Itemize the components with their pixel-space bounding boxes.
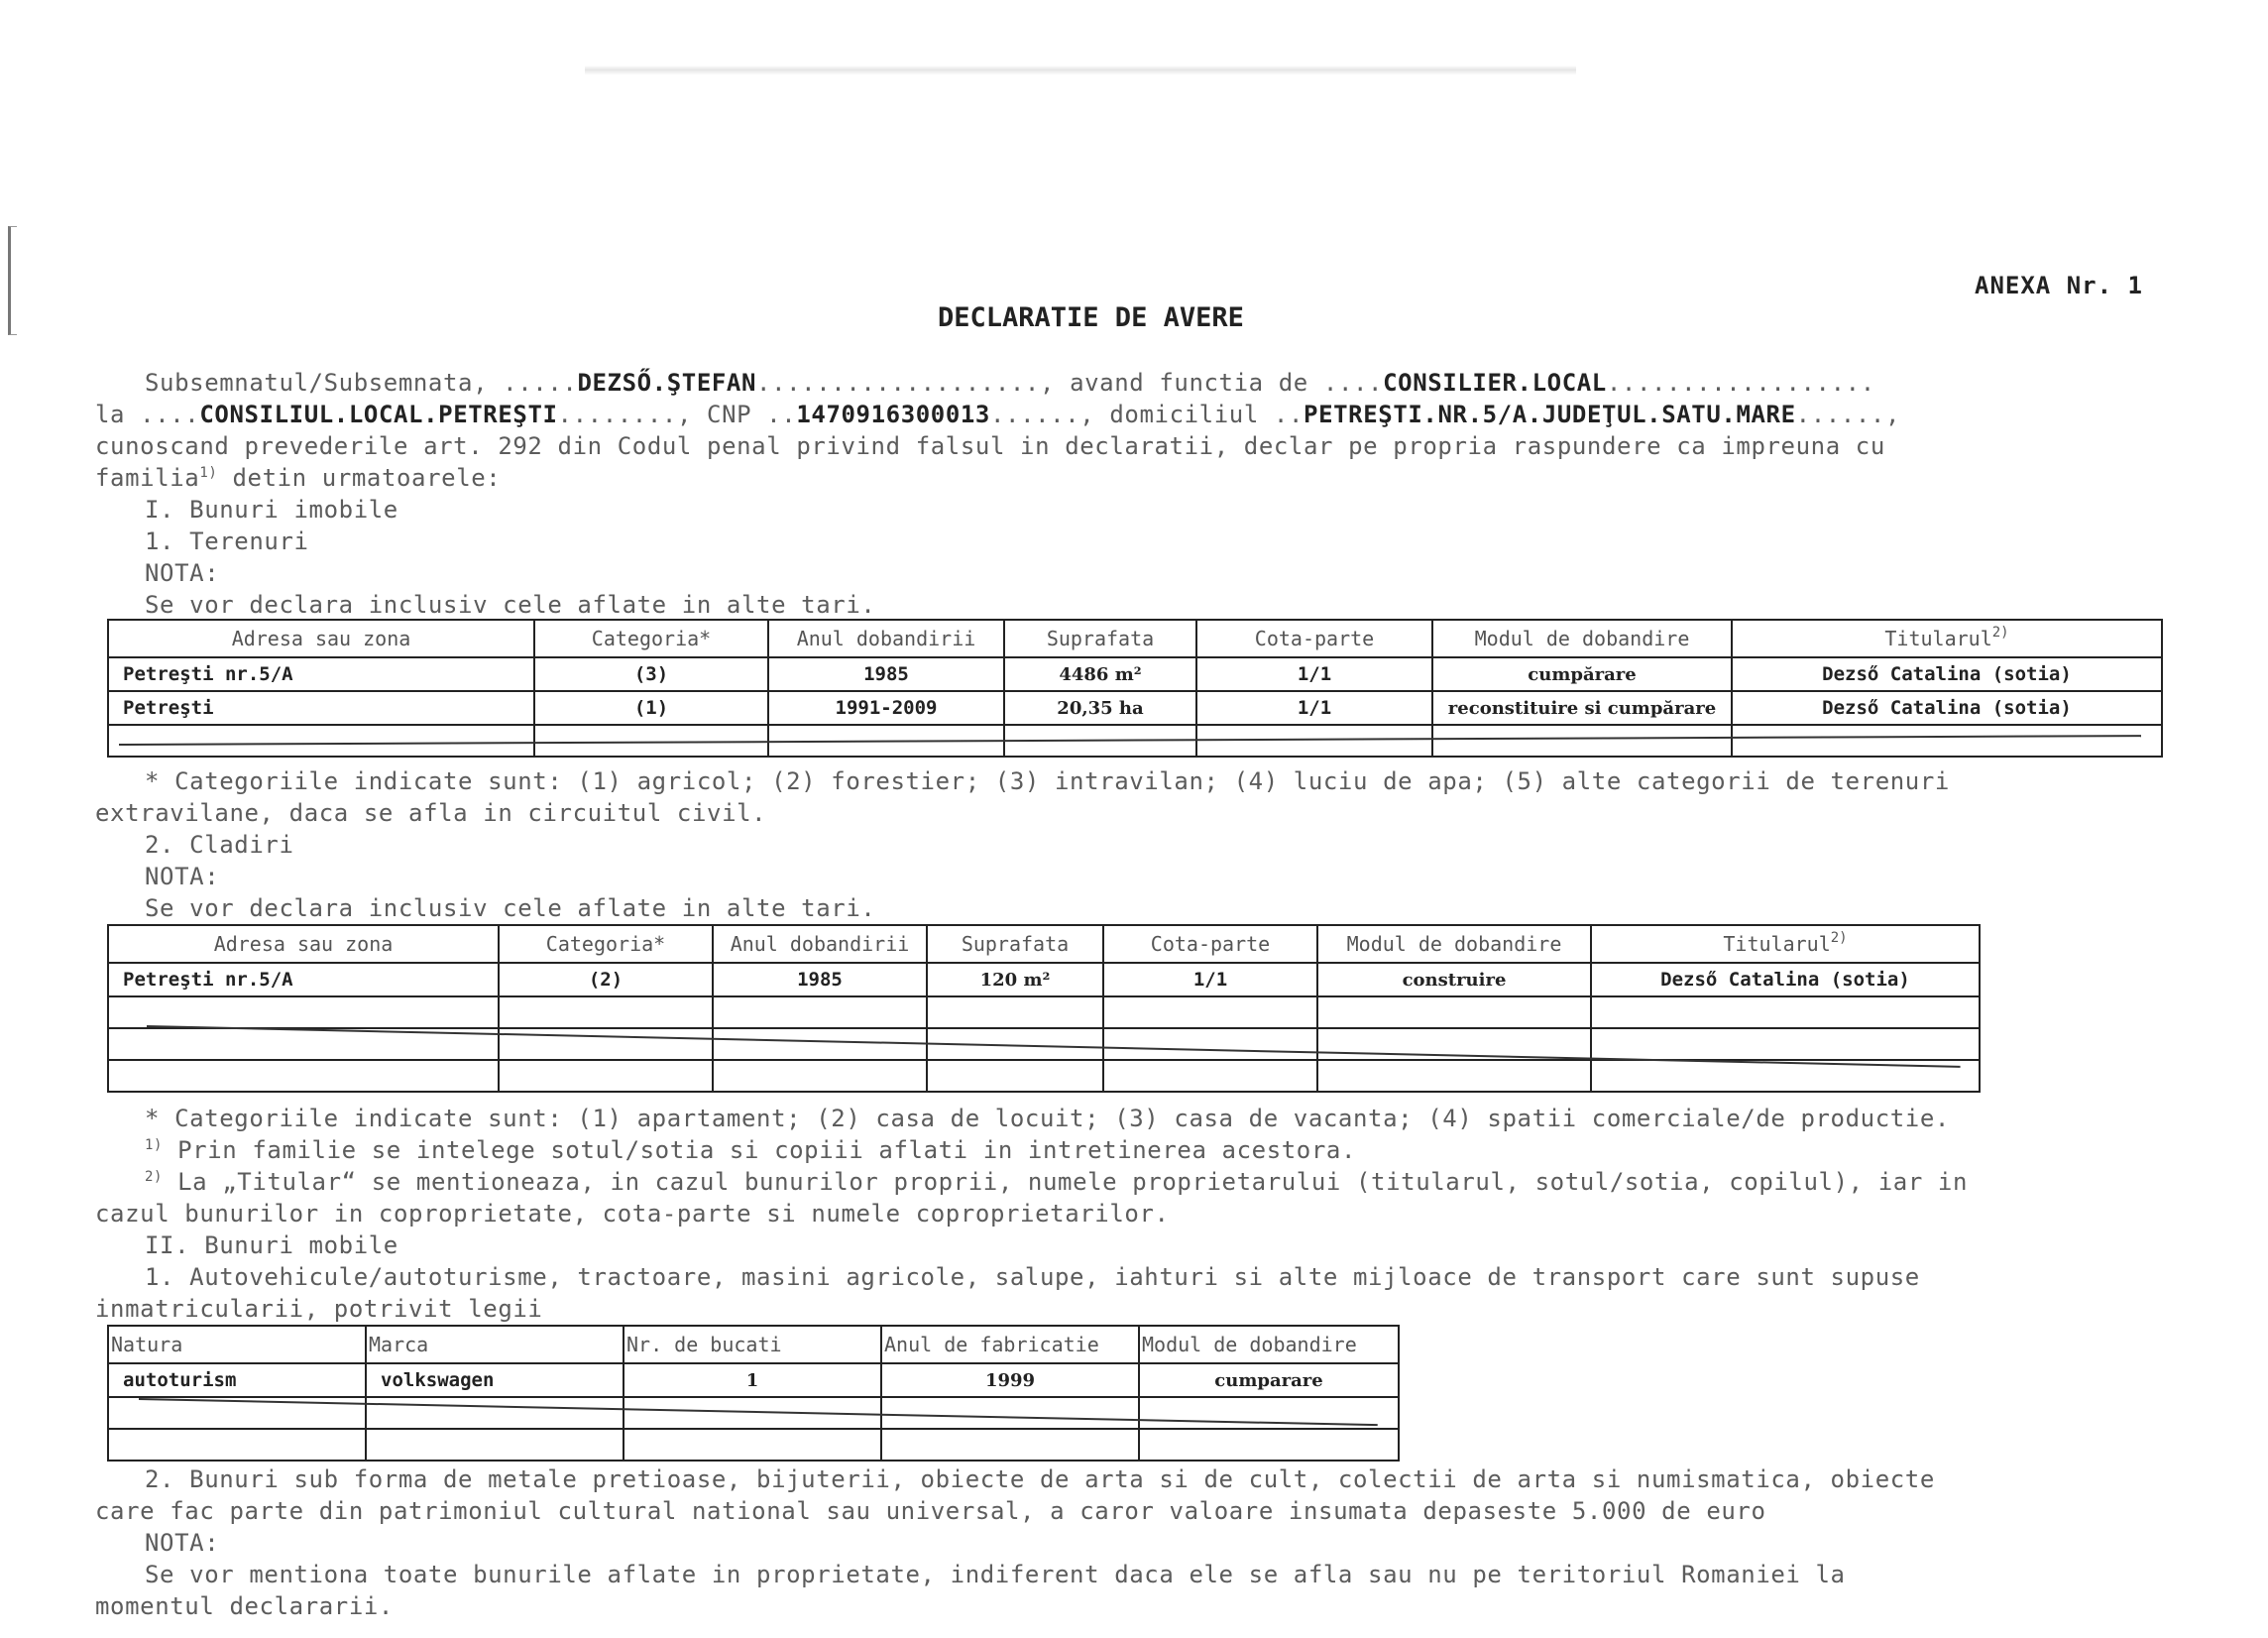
cell-year: 1985 [768,657,1004,691]
cell-area: 120 m² [927,963,1103,996]
section-vehicles-heading: 1. Autovehicule/autoturisme, tractoare, masini agricole, salupe, iahturi si alte mijloace de transport care sunt supuse [145,1263,1920,1291]
valuables-heading: 2. Bunuri sub forma de metale pretioase, bijuterii, obiecte de arta si de cult, colectii de arta si numismatica, obiecte [145,1465,1935,1493]
valuables-nota-text-2: momentul declararii. [95,1592,394,1620]
col-year: Anul dobandirii [713,925,927,963]
col-area: Suprafata [1004,620,1196,657]
col-year: Anul dobandirii [768,620,1004,657]
land-nota-text: Se vor declara inclusiv cele aflate in alte tari. [145,591,876,619]
cell-share: 1/1 [1196,657,1432,691]
section-land-heading: 1. Terenuri [145,527,309,555]
section-immovable-heading: I. Bunuri imobile [145,496,398,524]
cell-area: 20,35 ha [1004,691,1196,725]
cell-address: Petreşti nr.5/A [108,963,499,996]
table-row-empty [108,1429,1399,1461]
cell-category: (2) [499,963,713,996]
col-brand: Marca [366,1326,624,1363]
cell-share: 1/1 [1196,691,1432,725]
col-count: Nr. de bucati [624,1326,881,1363]
buildings-table-header [108,925,1980,963]
table-row-empty [108,996,1980,1028]
table-row [108,657,2162,691]
col-year: Anul de fabricatie [881,1326,1139,1363]
valuables-nota-text: Se vor mentiona toate bunurile aflate in proprietate, indiferent daca ele se afla sau nu pe teritoriul Romaniei la [145,1561,1846,1588]
institution: CONSILIUL.LOCAL.PETREŞTI [199,401,558,428]
table-row [108,691,2162,725]
col-category: Categoria* [534,620,768,657]
vehicles-table-header [108,1326,1399,1363]
vehicles-table [107,1325,1400,1462]
cell-share: 1/1 [1103,963,1317,996]
declarant-function: CONSILIER.LOCAL [1383,369,1607,397]
col-mode: Modul de dobandire [1432,620,1732,657]
land-nota-label: NOTA: [145,559,220,587]
cnp-value: 1470916300013 [796,401,990,428]
cell-year: 1991-2009 [768,691,1004,725]
cell-type: autoturism [108,1363,366,1397]
cell-year: 1985 [713,963,927,996]
intro-line-4: familia$^{1)}$ detin urmatoarele: [95,464,502,492]
col-category: Categoria* [499,925,713,963]
cell-mode: reconstituire si cumpărare [1432,691,1732,725]
land-category-note-2: extravilane, daca se afla in circuitul civil. [95,799,767,827]
cell-mode: cumparare [1139,1363,1399,1397]
intro-line-3: cunoscand prevederile art. 292 din Codul penal privind falsul in declaratii, declar pe propria raspundere ca impreuna cu [95,432,1885,460]
land-category-note: * Categoriile indicate sunt: (1) agricol; (2) forestier; (3) intravilan; (4) luciu de apa; (5) alte categorii de terenuri [145,767,1950,795]
cell-category: (1) [534,691,768,725]
col-area: Suprafata [927,925,1103,963]
cell-mode: cumpărare [1432,657,1732,691]
col-address: Adresa sau zona [108,620,534,657]
cell-owner: Dezső Catalina (sotia) [1591,963,1980,996]
cell-owner: Dezső Catalina (sotia) [1732,691,2162,725]
annex-number: ANEXA Nr. 1 [1975,272,2143,299]
intro-line-2: la ....CONSILIUL.LOCAL.PETREŞTI........, CNP ..1470916300013......, domiciliul ..PETREŞTI.NR.5/A.JUDEŢUL.SATU.MARE......, [95,401,1901,428]
col-share: Cota-parte [1103,925,1317,963]
footnote-2: $^{2)}$ La „Titular“ se mentioneaza, in cazul bunurilor proprii, numele proprietarului (titularul, sotul/sotia, copilul), iar in [145,1168,1969,1196]
cell-category: (3) [534,657,768,691]
col-address: Adresa sau zona [108,925,499,963]
cell-count: 1 [624,1363,881,1397]
scan-artifact [585,65,1576,75]
section-movable-heading: II. Bunuri mobile [145,1231,398,1259]
cell-address: Petreşti nr.5/A [108,657,534,691]
cell-owner: Dezső Catalina (sotia) [1732,657,2162,691]
valuables-heading-2: care fac parte din patrimoniul cultural national sau universal, a caror valoare insumata depaseste 5.000 de euro [95,1497,1766,1525]
col-type: Natura [108,1326,366,1363]
table-row-empty [108,1028,1980,1060]
cell-mode: construire [1317,963,1591,996]
document-title: DECLARATIE DE AVERE [938,302,1244,333]
col-owner: Titularul$^{2)}$ [1732,620,2162,657]
buildings-category-note: * Categoriile indicate sunt: (1) apartament; (2) casa de locuit; (3) casa de vacanta; (4) spatii comerciale/de productie. [145,1105,1950,1132]
land-table-header [108,620,2162,657]
section-buildings-heading: 2. Cladiri [145,831,294,859]
table-row-empty [108,1060,1980,1092]
col-share: Cota-parte [1196,620,1432,657]
section-vehicles-heading-2: inmatricularii, potrivit legii [95,1295,543,1323]
domicile-address: PETREŞTI.NR.5/A.JUDEŢUL.SATU.MARE [1304,401,1796,428]
cell-year: 1999 [881,1363,1139,1397]
scan-edge-mark [8,226,17,335]
col-mode: Modul de dobandire [1317,925,1591,963]
table-row [108,963,1980,996]
col-owner: Titularul$^{2)}$ [1591,925,1980,963]
footnote-2-cont: cazul bunurilor in coproprietate, cota-parte si numele coproprietarilor. [95,1200,1170,1228]
buildings-nota-label: NOTA: [145,863,220,890]
table-row [108,1363,1399,1397]
valuables-nota-label: NOTA: [145,1529,220,1557]
col-mode: Modul de dobandire [1139,1326,1399,1363]
declarant-name: DEZSŐ.ŞTEFAN [577,369,757,397]
cell-area: 4486 m² [1004,657,1196,691]
buildings-nota-text: Se vor declara inclusiv cele aflate in alte tari. [145,894,876,922]
intro-line-1: Subsemnatul/Subsemnata, .....DEZSŐ.ŞTEFAN..................., avand functia de ....CONSILIER.LOCAL.................. [145,369,1875,397]
footnote-1: $^{1)}$ Prin familie se intelege sotul/sotia si copiii aflati in intretinerea acestora. [145,1136,1356,1164]
cell-brand: volkswagen [366,1363,624,1397]
cell-address: Petreşti [108,691,534,725]
buildings-table [107,924,1981,1093]
